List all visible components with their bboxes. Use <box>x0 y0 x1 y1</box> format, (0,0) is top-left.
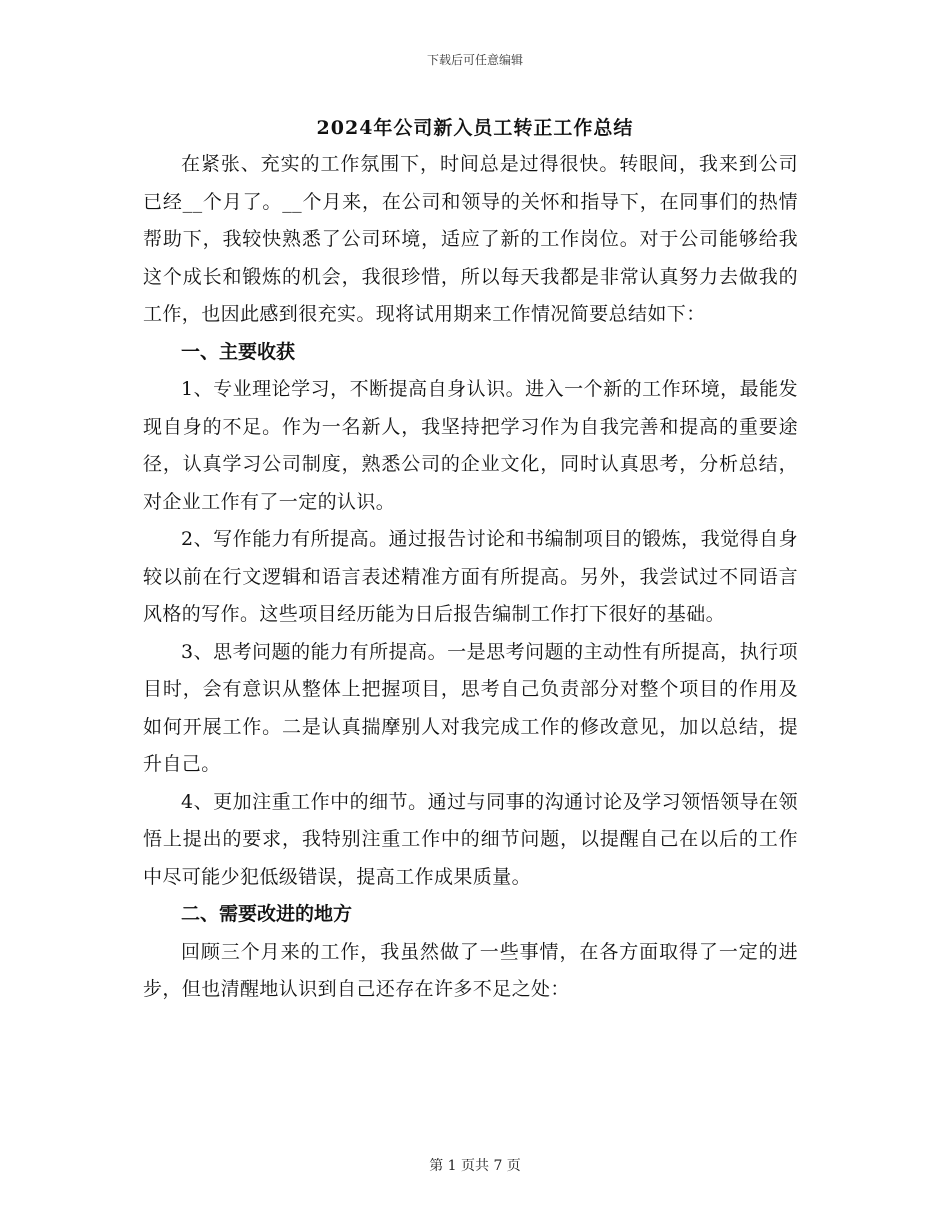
document-title: 2024年公司新入员工转正工作总结 <box>316 117 634 139</box>
intro-paragraph: 在紧张、充实的工作氛围下，时间总是过得很快。转眼间，我来到公司已经__个月了。__个月来，在公司和领导的关怀和指导下，在同事们的热情帮助下，我较快熟悉了公司环境，适应了新的工作岗位。对于公司能够给我这个成长和锻炼的机会，我很珍惜，所以每天我都是非常认真努力去做我的工作，也因此感到很充实。现将试用期来工作情况简要总结如下： <box>143 153 798 325</box>
improvements-paragraph: 回顾三个月来的工作，我虽然做了一些事情，在各方面取得了一定的进步，但也清醒地认识到自己还存在许多不足之处： <box>143 940 798 1000</box>
page-header-note: 下载后可任意编辑 <box>426 53 523 67</box>
gain-item-2: 2、写作能力有所提高。通过报告讨论和书编制项目的锻炼，我觉得自身较以前在行文逻辑和语言表述精准方面有所提高。另外，我尝试过不同语言风格的写作。这些项目经历能为日后报告编制工作打下很好的基础。 <box>143 528 798 625</box>
section-heading-main-gains: 一、主要收获 <box>181 340 296 363</box>
gain-item-1: 1、专业理论学习，不断提高自身认识。进入一个新的工作环境，最能发现自身的不足。作为一名新人，我坚持把学习作为自我完善和提高的重要途径，认真学习公司制度，熟悉公司的企业文化，同时认真思考，分析总结，对企业工作有了一定的认识。 <box>143 378 798 513</box>
page-number: 第 1 页共 7 页 <box>429 1158 521 1174</box>
gain-item-4: 4、更加注重工作中的细节。通过与同事的沟通讨论及学习领悟领导在领悟上提出的要求，我特别注重工作中的细节问题，以提醒自己在以后的工作中尽可能少犯低级错误，提高工作成果质量。 <box>143 790 798 888</box>
gain-item-3: 3、思考问题的能力有所提高。一是思考问题的主动性有所提高，执行项目时，会有意识从整体上把握项目，思考自己负责部分对整个项目的作用及如何开展工作。二是认真揣摩别人对我完成工作的修改意见，加以总结，提升自己。 <box>143 640 798 775</box>
document-body <box>143 146 798 1009</box>
section-heading-improvements: 二、需要改进的地方 <box>181 903 353 925</box>
